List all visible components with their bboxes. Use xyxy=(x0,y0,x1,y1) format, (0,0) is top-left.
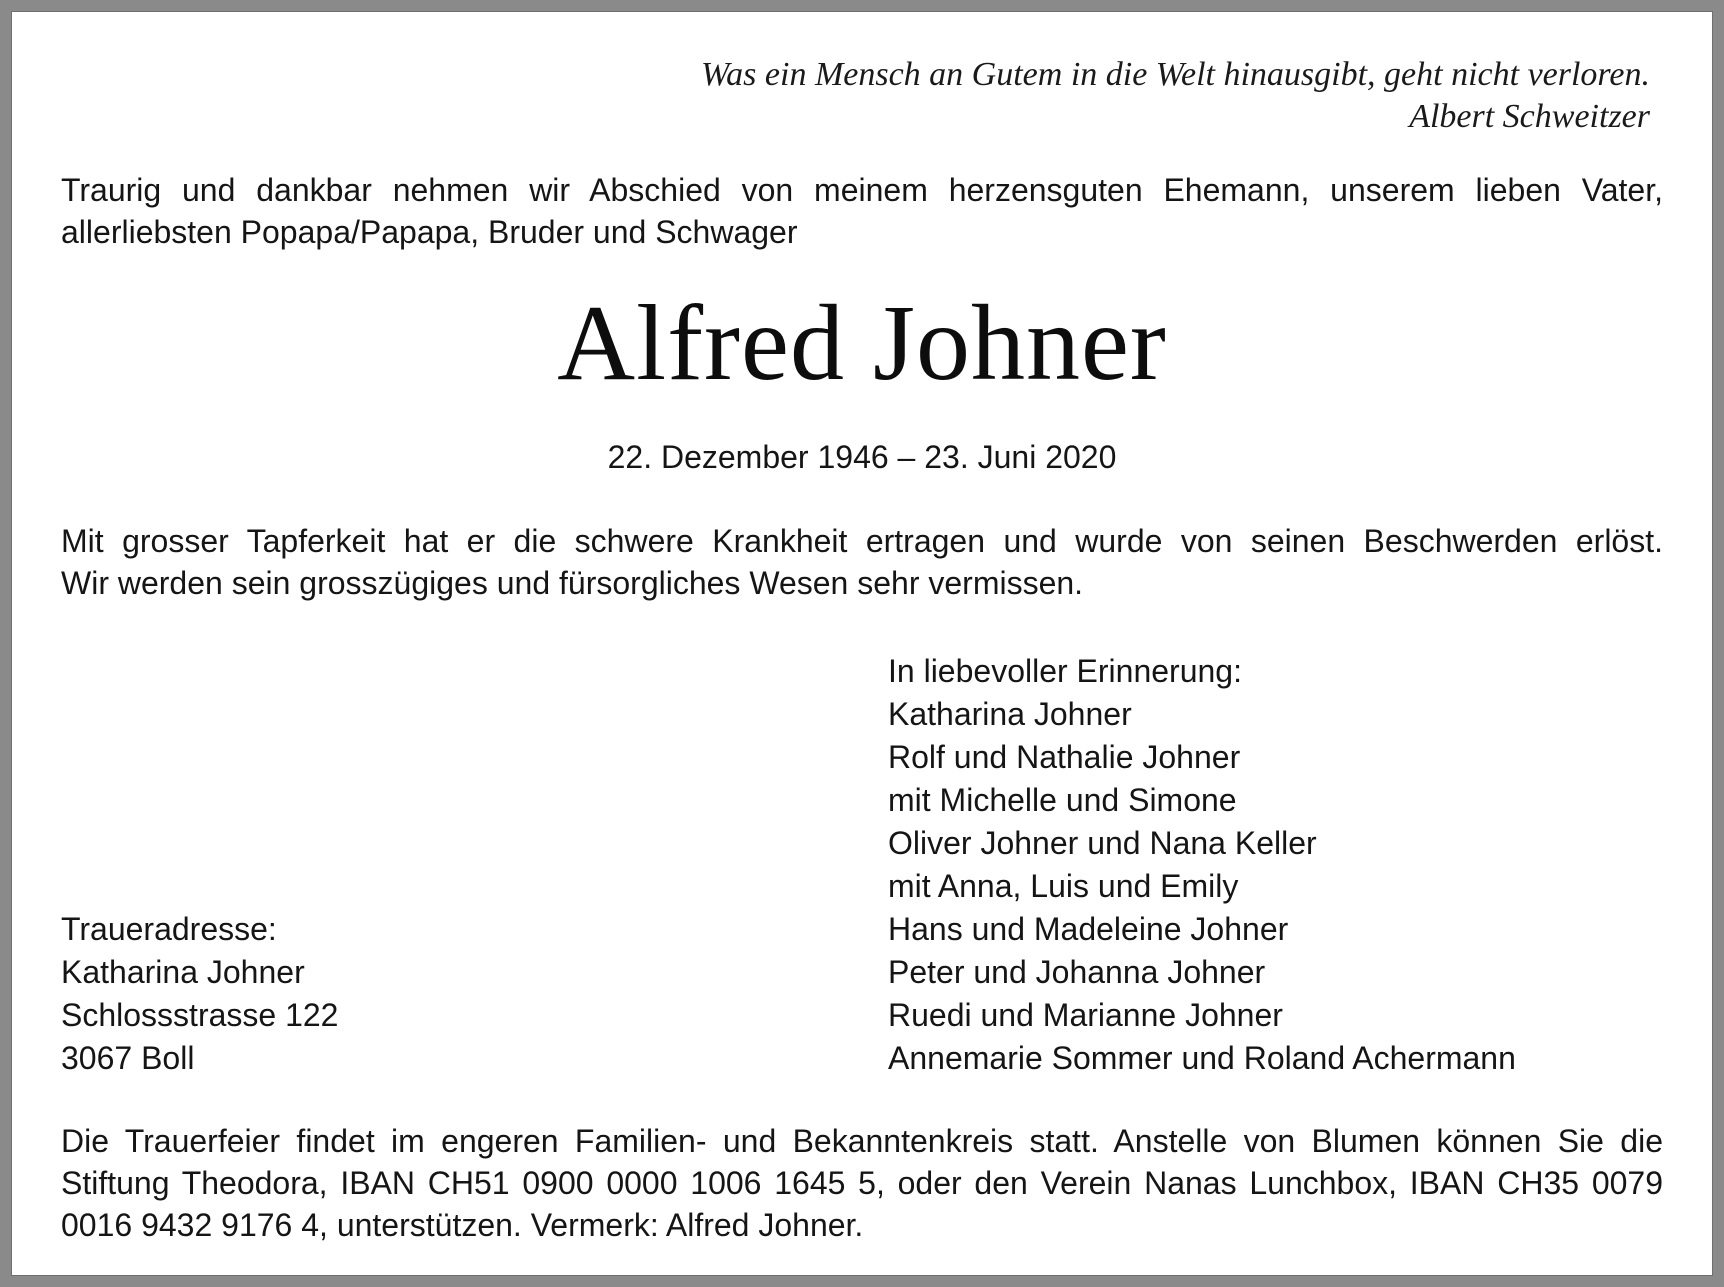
quote-text: Was ein Mensch an Gutem in die Welt hinausgibt, geht nicht verloren. xyxy=(700,56,1650,93)
tribute-paragraph xyxy=(61,520,1663,604)
memory-name: mit Michelle und Simone xyxy=(888,782,1237,818)
address-line: 3067 Boll xyxy=(61,1040,195,1076)
memory-name: Annemarie Sommer und Roland Achermann xyxy=(888,1040,1516,1076)
quote-author: Albert Schweitzer xyxy=(1409,98,1650,135)
obituary-notice xyxy=(11,11,1713,1276)
funeral-line: 0016 9432 9176 4, unterstützen. Vermerk: Alfred Johner. xyxy=(61,1207,864,1243)
intro-paragraph xyxy=(61,169,1663,253)
intro-line: Traurig und dankbar nehmen wir Abschied von meinem herzensguten Ehemann, unserem lieben Vater, xyxy=(61,172,1663,208)
deceased-name: Alfred Johner xyxy=(557,284,1167,403)
funeral-line: Die Trauerfeier findet im engeren Familien- und Bekanntenkreis statt. Anstelle von Blumen können Sie die xyxy=(61,1123,1663,1159)
memory-name: Rolf und Nathalie Johner xyxy=(888,739,1241,775)
tribute-line: Wir werden sein grosszügiges und fürsorgliches Wesen sehr vermissen. xyxy=(61,565,1084,601)
memory-name: Hans und Madeleine Johner xyxy=(888,911,1289,947)
memory-list xyxy=(888,650,1516,1080)
quote-block xyxy=(701,54,1650,138)
mourning-address xyxy=(61,908,338,1080)
funeral-paragraph xyxy=(61,1120,1663,1246)
intro-line: allerliebsten Popapa/Papapa, Bruder und Schwager xyxy=(61,214,798,250)
tribute-line: Mit grosser Tapferkeit hat er die schwere Krankheit ertragen und wurde von seinen Beschwerden erlöst. xyxy=(61,523,1663,559)
memory-name: mit Anna, Luis und Emily xyxy=(888,868,1239,904)
address-heading: Traueradresse: xyxy=(61,911,277,947)
memory-name: Oliver Johner und Nana Keller xyxy=(888,825,1317,861)
memory-name: Ruedi und Marianne Johner xyxy=(888,997,1283,1033)
memory-name: Katharina Johner xyxy=(888,696,1132,732)
memory-name: Peter und Johanna Johner xyxy=(888,954,1266,990)
address-line: Katharina Johner xyxy=(61,954,305,990)
life-dates: 22. Dezember 1946 – 23. Juni 2020 xyxy=(607,439,1117,475)
address-line: Schlossstrasse 122 xyxy=(61,997,339,1033)
memory-heading: In liebevoller Erinnerung: xyxy=(888,653,1242,689)
funeral-line: Stiftung Theodora, IBAN CH51 0900 0000 1006 1645 5, oder den Verein Nanas Lunchbox, IBAN CH35 0079 xyxy=(61,1165,1663,1201)
